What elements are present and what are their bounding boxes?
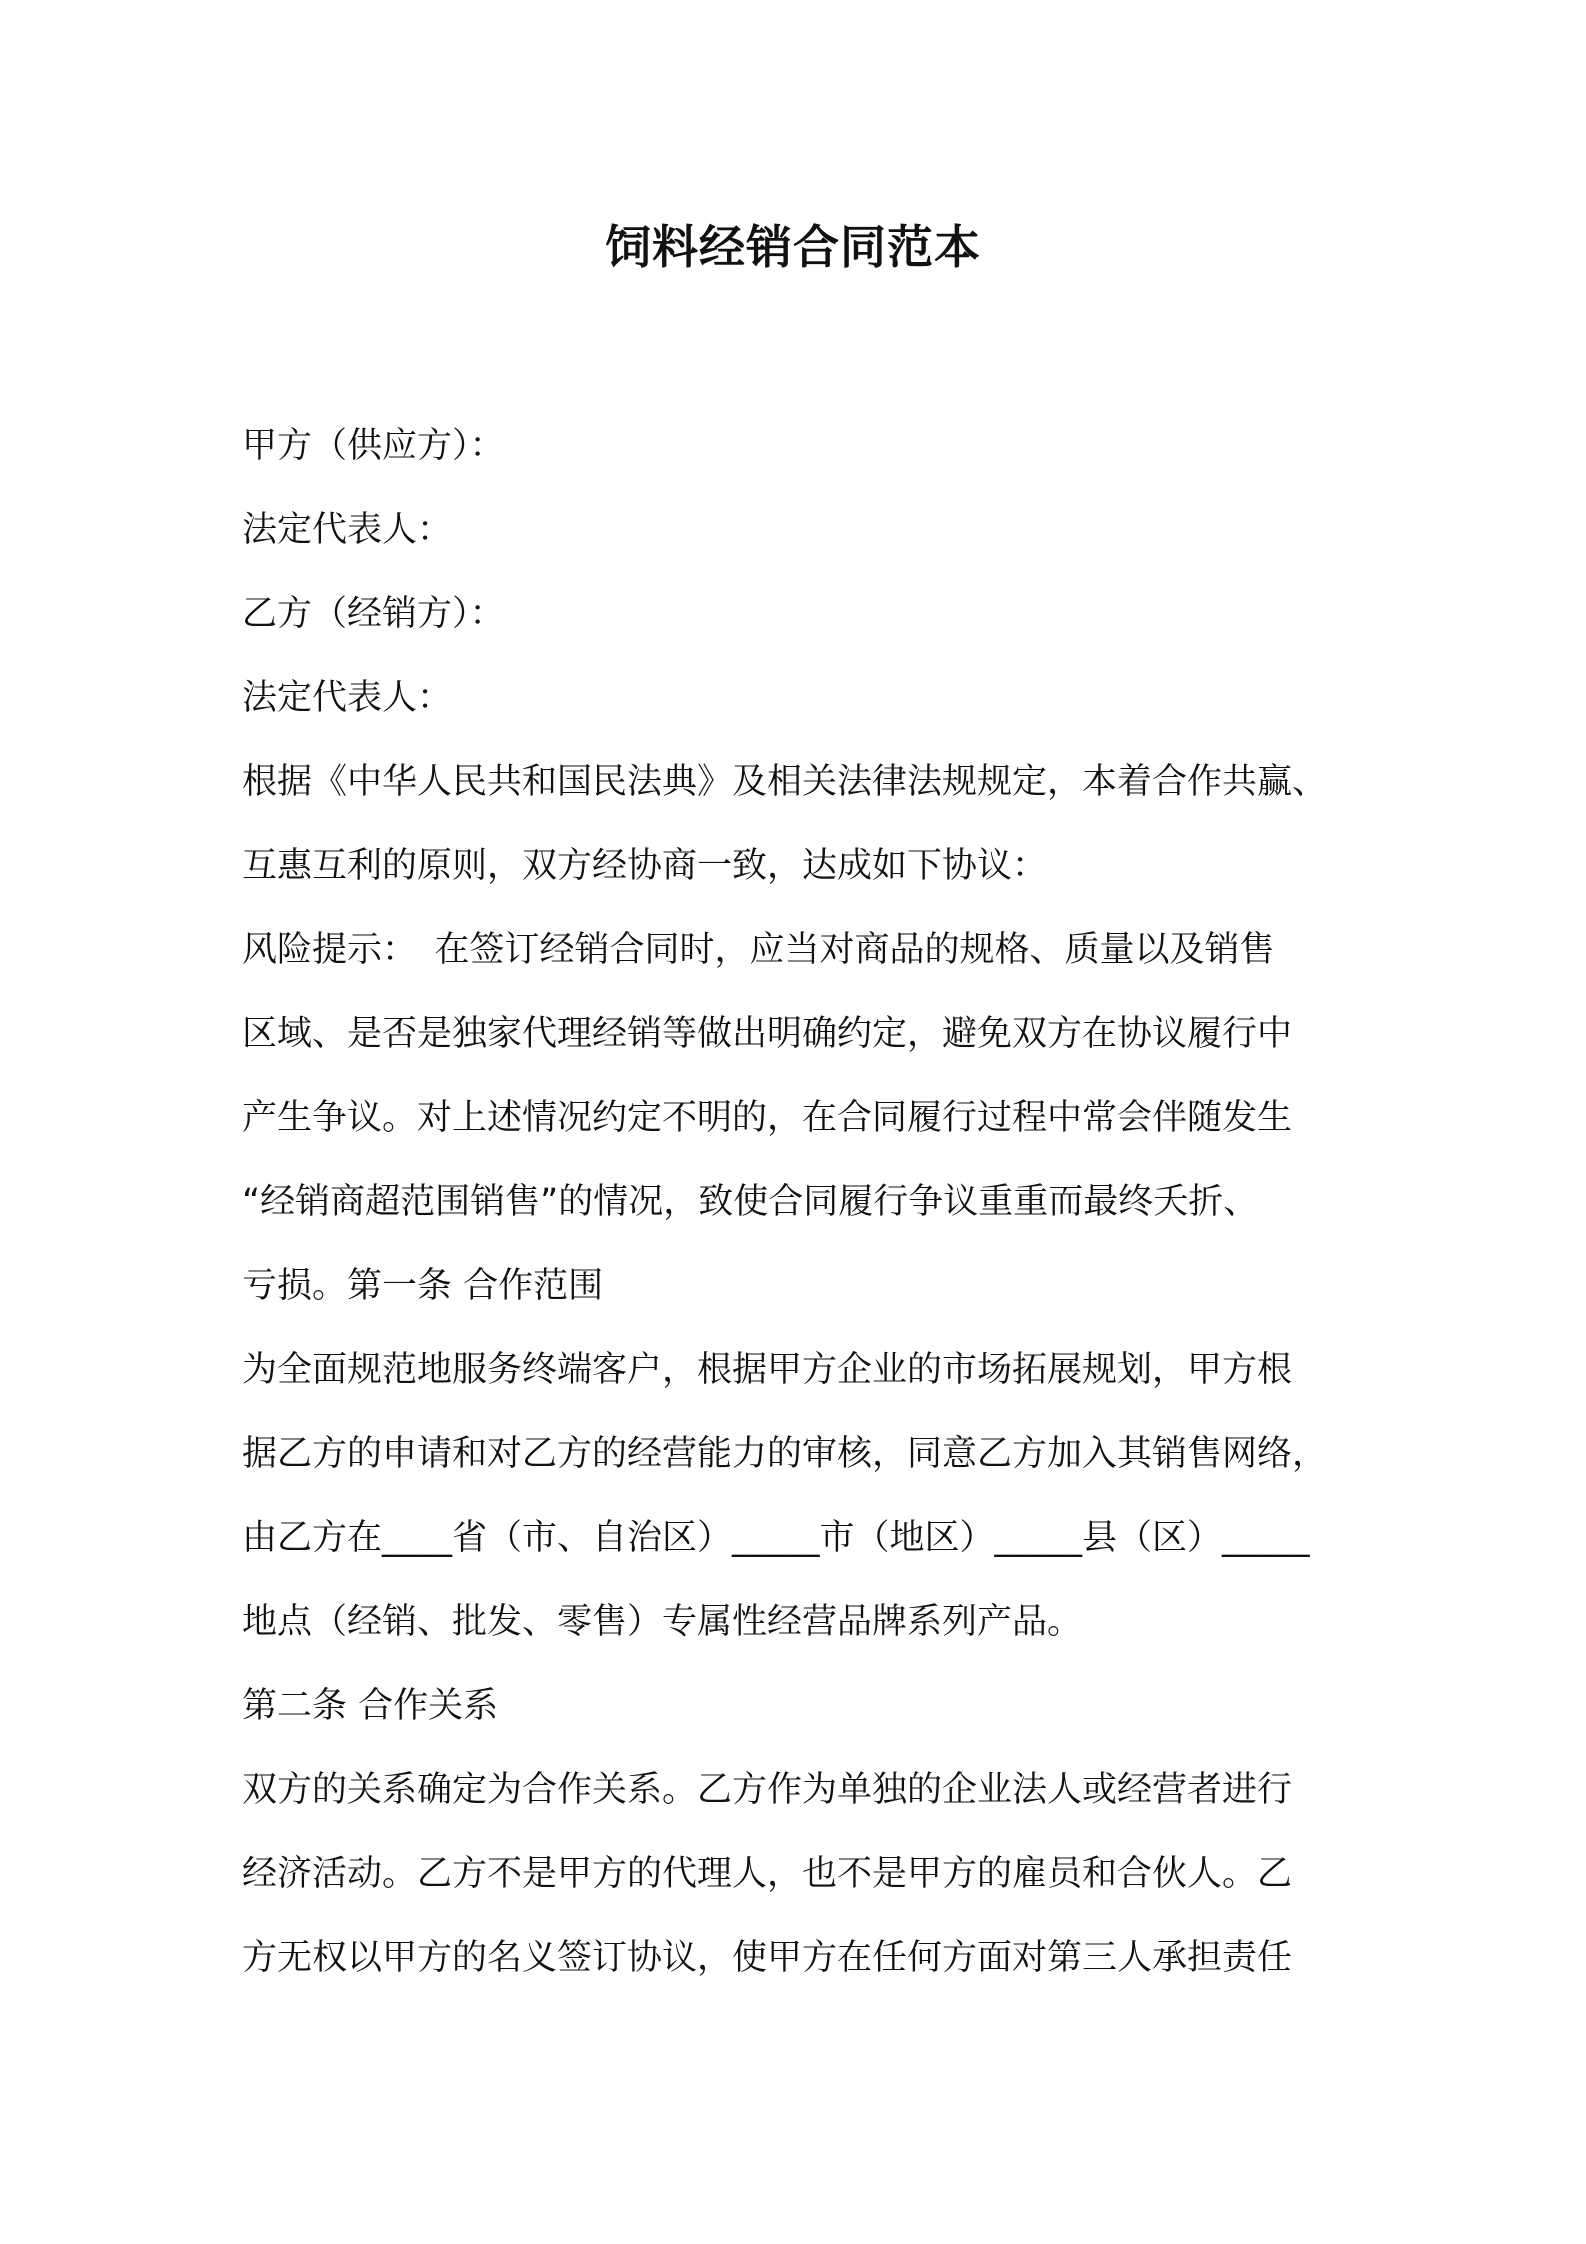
article-1-text-line: 据乙方的申请和对乙方的经营能力的审核，同意乙方加入其销售网络， xyxy=(242,1434,1328,1474)
party-b-representative-line: 法定代表人： xyxy=(242,678,453,718)
risk-notice-line: 区域、是否是独家代理经销等做出明确约定，避免双方在协议履行中 xyxy=(242,1014,1293,1054)
article-2-text-line: 经济活动。乙方不是甲方的代理人，也不是甲方的雇员和合伙人。乙 xyxy=(242,1854,1293,1894)
document-body xyxy=(242,404,1362,2000)
party-a-representative-line: 法定代表人： xyxy=(242,510,453,550)
article-1-text-line: 地点（经销、批发、零售）专属性经营品牌系列产品。 xyxy=(242,1602,1083,1642)
risk-notice-line: 风险提示： 在签订经销合同时，应当对商品的规格、质量以及销售 xyxy=(242,930,1275,970)
article-2-text-line: 方无权以甲方的名义签订协议，使甲方在任何方面对第三人承担责任 xyxy=(242,1938,1293,1978)
preamble-line: 互惠互利的原则，双方经协商一致，达成如下协议： xyxy=(242,846,1048,886)
preamble-line: 根据《中华人民共和国民法典》及相关法律法规规定，本着合作共赢、 xyxy=(242,762,1328,802)
article-2-text-line: 双方的关系确定为合作关系。乙方作为单独的企业法人或经营者进行 xyxy=(242,1770,1293,1810)
article-1-heading-line: 亏损。第一条 合作范围 xyxy=(242,1266,604,1306)
article-2-heading-line: 第二条 合作关系 xyxy=(242,1686,499,1726)
document-title: 饲料经销合同范本 xyxy=(605,220,981,274)
risk-notice-line: “经销商超范围销售”的情况，致使合同履行争议重重而最终夭折、 xyxy=(242,1182,1259,1222)
risk-notice-line: 产生争议。对上述情况约定不明的，在合同履行过程中常会伴随发生 xyxy=(242,1098,1293,1138)
article-1-text-line: 由乙方在____省（市、自治区）_____市（地区）_____县（区）_____ xyxy=(242,1518,1310,1558)
article-1-text-line: 为全面规范地服务终端客户，根据甲方企业的市场拓展规划，甲方根 xyxy=(242,1350,1293,1390)
party-a-line: 甲方（供应方）： xyxy=(242,426,505,466)
party-b-line: 乙方（经销方）： xyxy=(242,594,505,634)
